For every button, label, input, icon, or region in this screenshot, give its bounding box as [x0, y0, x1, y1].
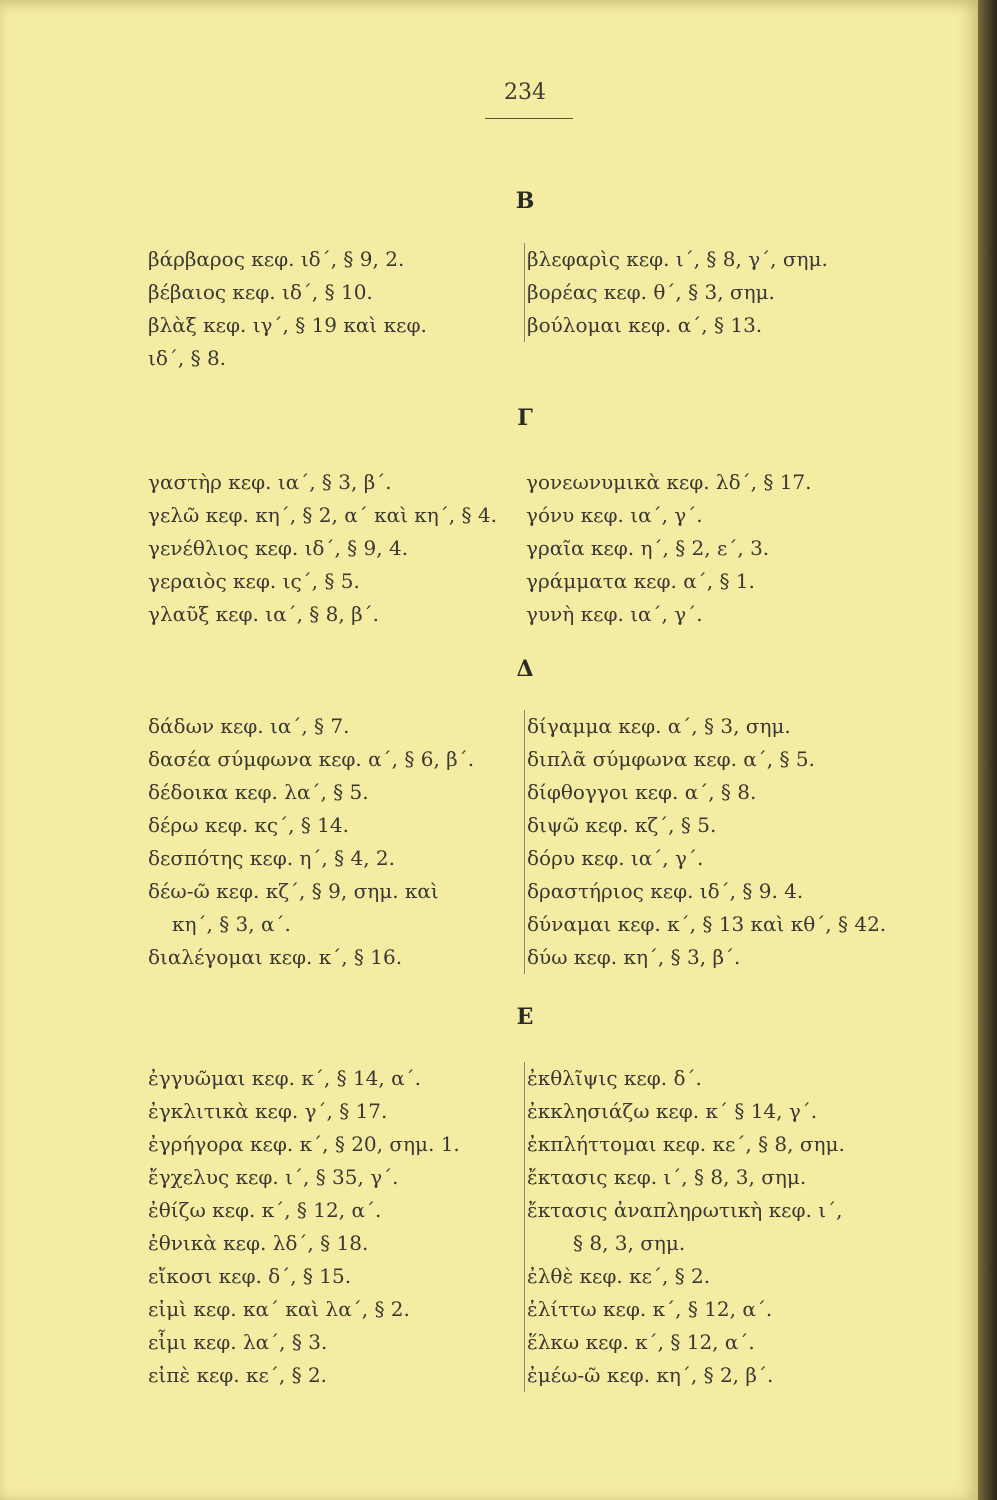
section-b-right-column: [524, 243, 927, 342]
index-entry: ἐκπλήττομαι κεφ. κε΄, § 8, σημ.: [527, 1132, 845, 1156]
index-entry: δύναμαι κεφ. κ΄, § 13 καὶ κθ΄, § 42.: [527, 912, 887, 936]
index-entry: βέβαιος κεφ. ιδ΄, § 10.: [148, 280, 373, 304]
index-entry: ἐκθλῖψις κεφ. δ΄.: [527, 1066, 702, 1090]
index-entry: γόνυ κεφ. ια΄, γ΄.: [526, 503, 703, 527]
section-e-left-column: [148, 1062, 518, 1392]
section-d-left-column: [148, 710, 518, 974]
index-entry: δίφθογγοι κεφ. α΄, § 8.: [527, 780, 757, 804]
index-entry: δραστήριος κεφ. ιδ΄, § 9. 4.: [527, 879, 804, 903]
index-entry: δέδοικα κεφ. λα΄, § 5.: [148, 780, 369, 804]
entry-text: βλὰξ κεφ. ιγ΄, § 19 καὶ κεφ.: [148, 313, 427, 337]
section-e-right-column: [524, 1062, 927, 1392]
section-g-right-column: [524, 466, 926, 631]
section-g-left-column: [148, 466, 518, 631]
entry-text: δέω-ῶ κεφ. κζ΄, § 9, σημ. καὶ: [148, 879, 439, 903]
index-entry: διαλέγομαι κεφ. κ΄, § 16.: [148, 945, 403, 969]
index-entry: δόρυ κεφ. ια΄, γ΄.: [527, 846, 704, 870]
index-entry: ἐγκλιτικὰ κεφ. γ΄, § 17.: [148, 1099, 388, 1123]
index-entry: γενέθλιος κεφ. ιδ΄, § 9, 4.: [148, 536, 409, 560]
section-b-left-column: [148, 243, 518, 375]
index-entry: ἐθνικὰ κεφ. λδ΄, § 18.: [148, 1231, 369, 1255]
index-entry: ἐμέω-ῶ κεφ. κη΄, § 2, β΄.: [527, 1363, 774, 1387]
index-entry: [148, 875, 518, 941]
index-entry: βλεφαρὶς κεφ. ι΄, § 8, γ΄, σημ.: [527, 247, 828, 271]
entry-continuation: κη΄, § 3, α΄.: [172, 912, 291, 936]
index-entry: δέρω κεφ. κς΄, § 14.: [148, 813, 349, 837]
index-entry: δάδων κεφ. ια΄, § 7.: [148, 714, 350, 738]
section-letter-d: Δ: [516, 656, 534, 682]
section-letter-e: Ε: [516, 1004, 534, 1030]
index-entry: ἔκτασις κεφ. ι΄, § 8, 3, σημ.: [527, 1165, 807, 1189]
index-entry: ἐγρήγορα κεφ. κ΄, § 20, σημ. 1.: [148, 1132, 460, 1156]
index-entry: [148, 309, 518, 375]
index-entry: γονεωνυμικὰ κεφ. λδ΄, § 17.: [526, 470, 812, 494]
entry-continuation: § 8, 3, σημ.: [573, 1231, 686, 1255]
index-entry: δεσπότης κεφ. η΄, § 4, 2.: [148, 846, 396, 870]
index-entry: ἐθίζω κεφ. κ΄, § 12, α΄.: [148, 1198, 382, 1222]
index-entry: ἔγχελυς κεφ. ι΄, § 35, γ΄.: [148, 1165, 399, 1189]
header-rule: [485, 118, 573, 119]
entry-text: ἔκτασις ἀναπληρωτικὴ κεφ. ι΄,: [527, 1198, 843, 1222]
index-entry: ἑλίττω κεφ. κ΄, § 12, α΄.: [527, 1297, 773, 1321]
section-letter-g: Γ: [517, 405, 533, 431]
index-entry: δύω κεφ. κη΄, § 3, β΄.: [527, 945, 741, 969]
index-entry: γλαῦξ κεφ. ια΄, § 8, β΄.: [148, 602, 380, 626]
entry-continuation: ιδ΄, § 8.: [148, 346, 227, 370]
index-entry: βορέας κεφ. θ΄, § 3, σημ.: [527, 280, 775, 304]
index-entry: εἴκοσι κεφ. δ΄, § 15.: [148, 1264, 352, 1288]
index-entry: ἐλθὲ κεφ. κε΄, § 2.: [527, 1264, 711, 1288]
index-entry: εἰμὶ κεφ. κα΄ καὶ λα΄, § 2.: [148, 1297, 410, 1321]
section-d-right-column: [524, 710, 927, 974]
page-number: 234: [504, 80, 546, 105]
index-entry: δασέα σύμφωνα κεφ. α΄, § 6, β΄.: [148, 747, 475, 771]
index-entry: [527, 1194, 927, 1260]
index-entry: ἕλκω κεφ. κ΄, § 12, α΄.: [527, 1330, 755, 1354]
index-entry: εἰπὲ κεφ. κε΄, § 2.: [148, 1363, 328, 1387]
index-entry: γράμματα κεφ. α΄, § 1.: [526, 569, 755, 593]
index-entry: γαστὴρ κεφ. ια΄, § 3, β΄.: [148, 470, 392, 494]
index-entry: βούλομαι κεφ. α΄, § 13.: [527, 313, 763, 337]
index-entry: ἐγγυῶμαι κεφ. κ΄, § 14, α΄.: [148, 1066, 421, 1090]
index-entry: γελῶ κεφ. κη΄, § 2, α΄ καὶ κη΄, § 4.: [148, 503, 497, 527]
index-entry: γραῖα κεφ. η΄, § 2, ε΄, 3.: [526, 536, 770, 560]
book-spine-edge: [978, 0, 997, 1500]
index-entry: βάρβαρος κεφ. ιδ΄, § 9, 2.: [148, 247, 405, 271]
index-entry: διπλᾶ σύμφωνα κεφ. α΄, § 5.: [527, 747, 815, 771]
index-entry: γεραιὸς κεφ. ις΄, § 5.: [148, 569, 360, 593]
index-entry: ἐκκλησιάζω κεφ. κ΄ § 14, γ΄.: [527, 1099, 818, 1123]
index-entry: εἶμι κεφ. λα΄, § 3.: [148, 1330, 328, 1354]
index-entry: δίγαμμα κεφ. α΄, § 3, σημ.: [527, 714, 791, 738]
index-entry: γυνὴ κεφ. ια΄, γ΄.: [526, 602, 703, 626]
index-entry: διψῶ κεφ. κζ΄, § 5.: [527, 813, 717, 837]
section-letter-b: Β: [515, 188, 535, 214]
